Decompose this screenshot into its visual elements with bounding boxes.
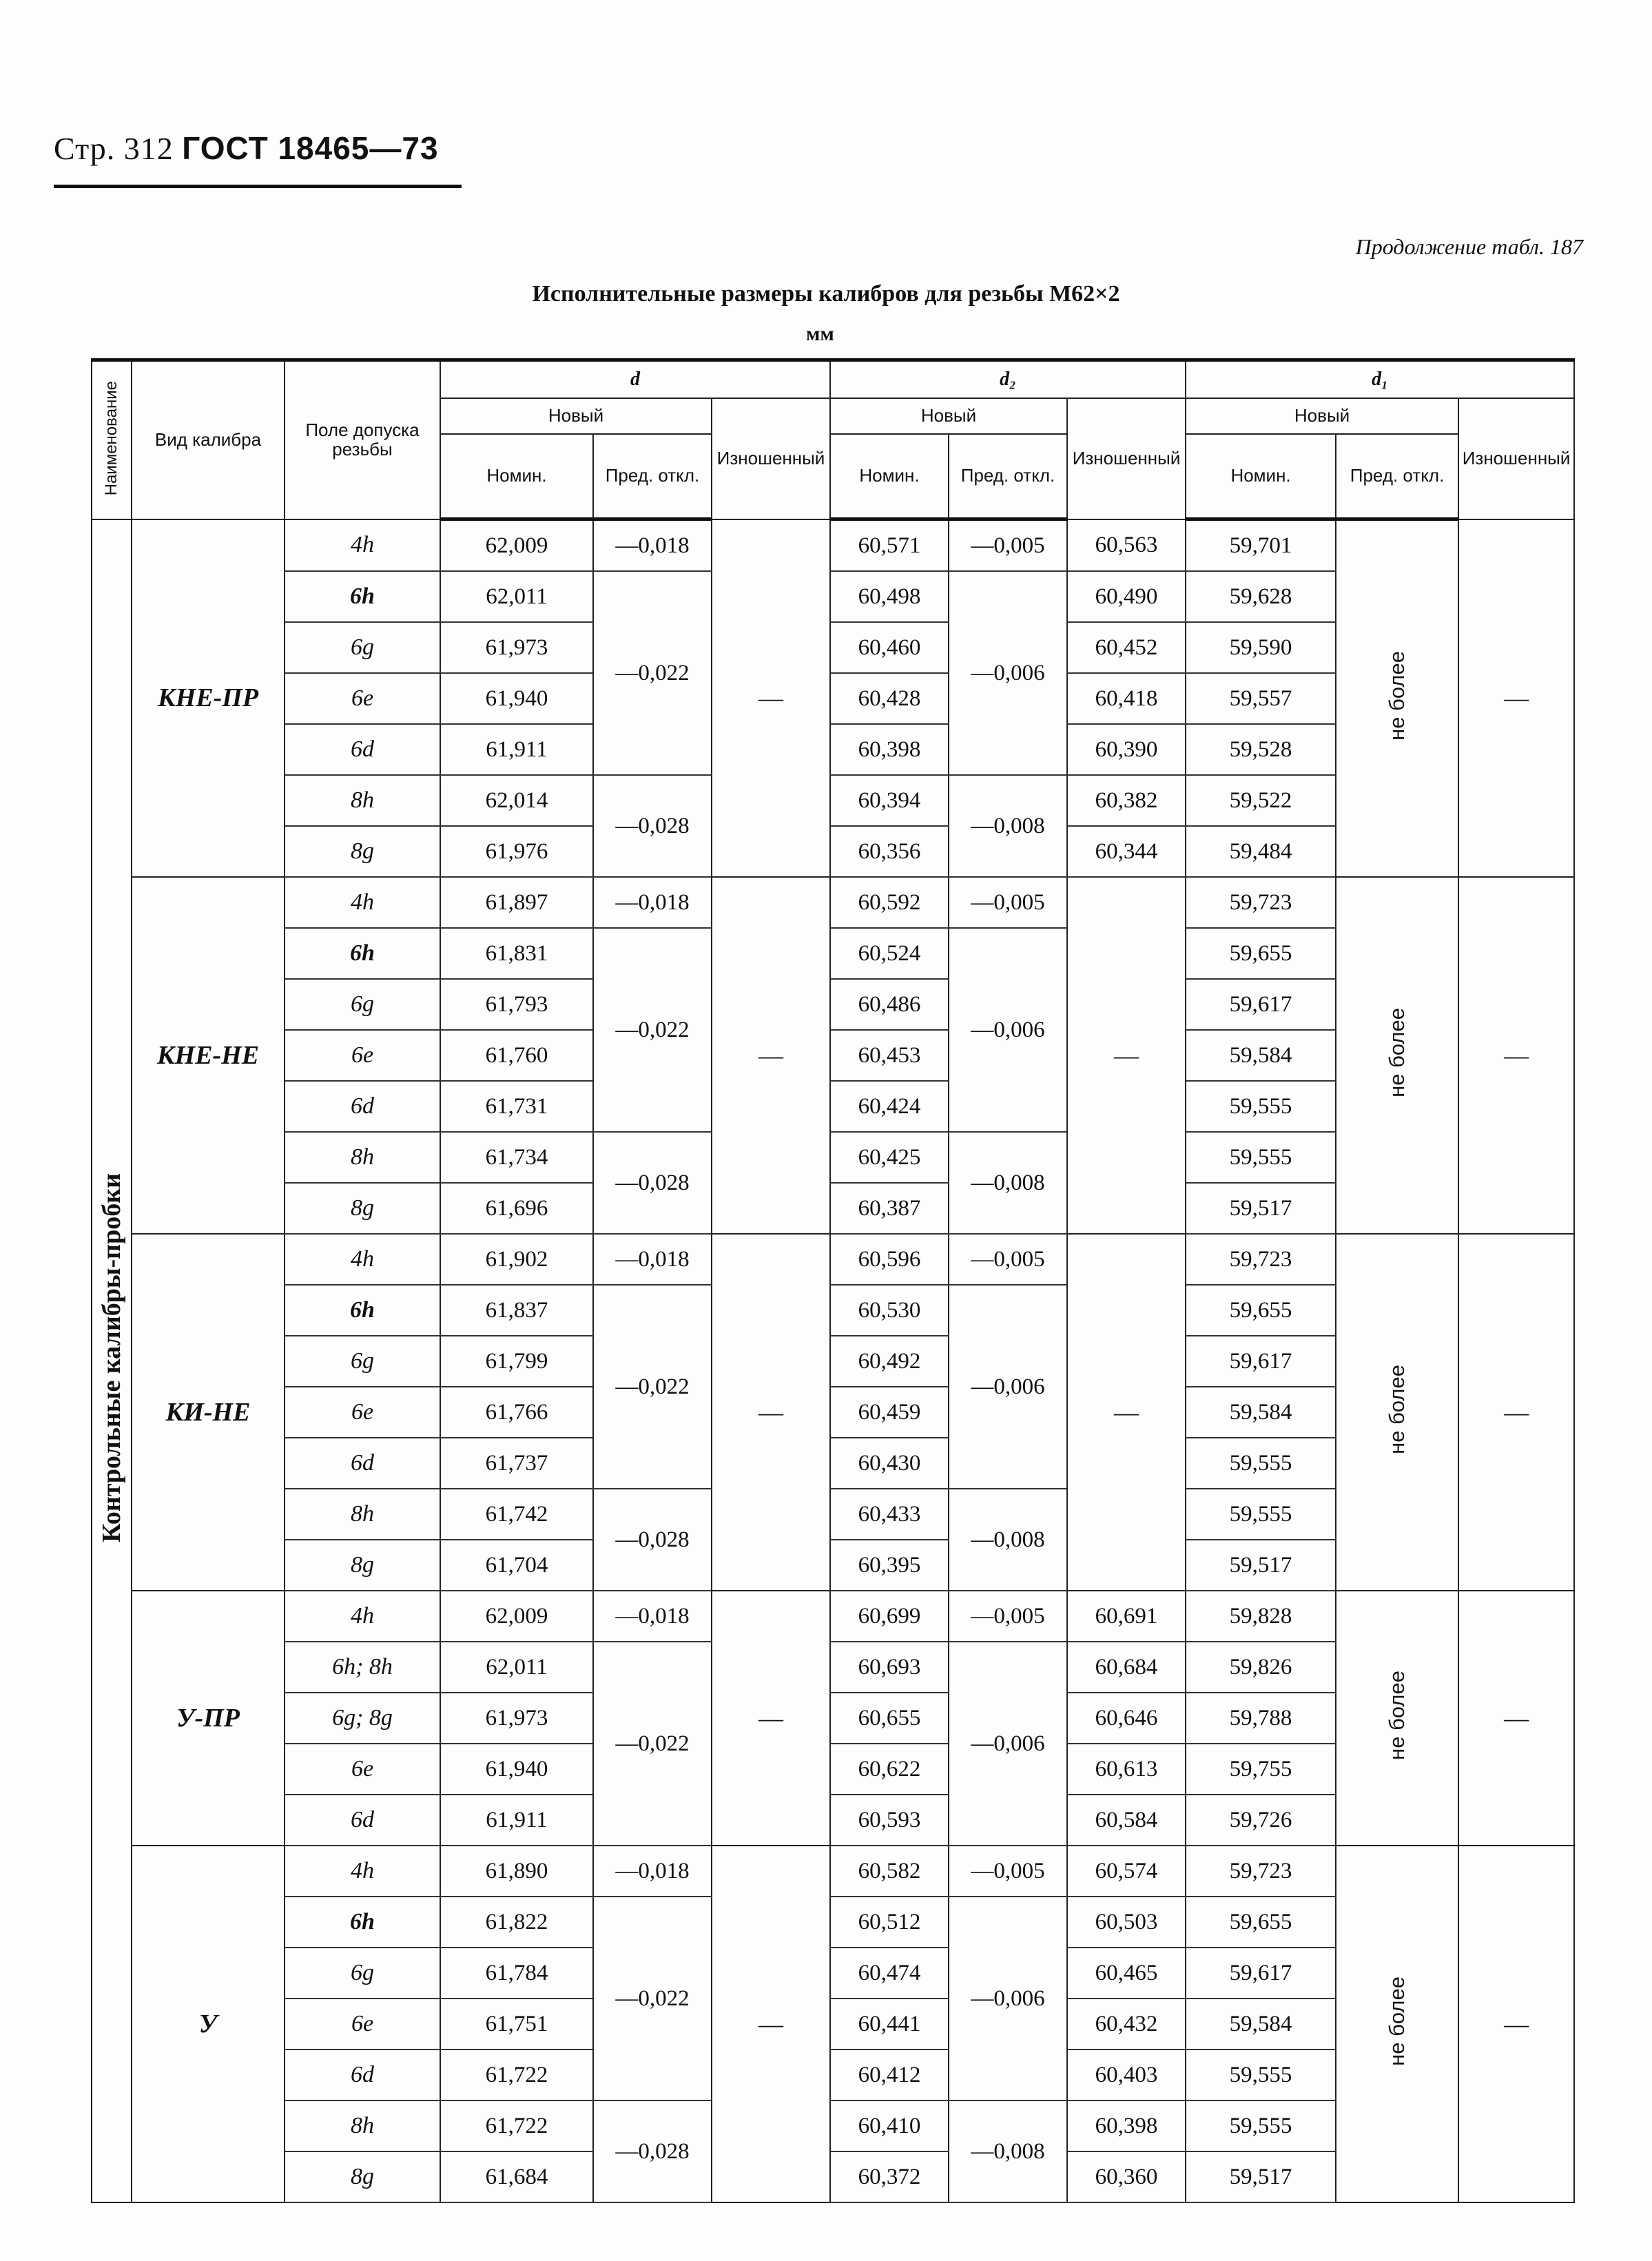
- gauge-kind: У: [132, 1846, 285, 2202]
- tolerance-field: 6d: [285, 1438, 440, 1489]
- d1-nominal: 59,617: [1186, 1336, 1336, 1387]
- header-name: Наименование: [92, 360, 132, 519]
- d-nominal: 61,766: [440, 1387, 593, 1438]
- d-nominal: 61,722: [440, 2100, 593, 2151]
- header-rule: [54, 185, 462, 188]
- d1-worn: —: [1458, 519, 1574, 878]
- d-nominal: 61,911: [440, 724, 593, 775]
- d2-deviation: —0,006: [949, 1897, 1067, 2100]
- d1-nominal: 59,517: [1186, 2151, 1336, 2202]
- d1-worn: —: [1458, 877, 1574, 1234]
- d-nominal: 61,831: [440, 928, 593, 979]
- d-nominal: 62,011: [440, 571, 593, 622]
- d2-deviation: —0,008: [949, 775, 1067, 877]
- d-nominal: 61,793: [440, 979, 593, 1030]
- header-d2-new: Новый: [830, 398, 1067, 434]
- d1-deviation-note: [1336, 1234, 1458, 1591]
- d1-worn: —: [1458, 1846, 1574, 2202]
- d-deviation: —0,018: [593, 877, 712, 928]
- not-more-note: не более: [1385, 650, 1410, 741]
- tolerance-field: 6g: [285, 1948, 440, 1999]
- gauge-kind: КНЕ-НЕ: [132, 877, 285, 1234]
- table-row: [92, 1234, 1574, 1285]
- d-deviation: —0,022: [593, 1642, 712, 1846]
- d1-nominal: 59,584: [1186, 1999, 1336, 2050]
- d2-worn: 60,344: [1067, 826, 1186, 877]
- d2-nominal: 60,424: [830, 1081, 949, 1132]
- d-nominal: 61,973: [440, 622, 593, 673]
- d2-nominal: 60,453: [830, 1030, 949, 1081]
- d-deviation: —0,028: [593, 1132, 712, 1234]
- d2-worn: 60,465: [1067, 1948, 1186, 1999]
- d2-deviation: —0,006: [949, 571, 1067, 775]
- page-number: Стр. 312: [54, 131, 174, 166]
- gauge-kind: КНЕ-ПР: [132, 519, 285, 878]
- d1-worn: —: [1458, 1234, 1574, 1591]
- tolerance-field: 6e: [285, 1999, 440, 2050]
- d2-worn: 60,563: [1067, 519, 1186, 572]
- d2-worn: 60,403: [1067, 2050, 1186, 2100]
- d-nominal: 61,734: [440, 1132, 593, 1183]
- d2-worn: 60,574: [1067, 1846, 1186, 1897]
- d-worn: —: [712, 519, 830, 878]
- d-nominal: 61,742: [440, 1489, 593, 1540]
- d-deviation: —0,028: [593, 775, 712, 877]
- d1-nominal: 59,828: [1186, 1591, 1336, 1642]
- tolerance-field: 4h: [285, 1591, 440, 1642]
- header-d1: d₁: [1186, 360, 1574, 399]
- d2-deviation: —0,008: [949, 1132, 1067, 1234]
- d-nominal: 61,784: [440, 1948, 593, 1999]
- d1-deviation-note: [1336, 877, 1458, 1234]
- header-d2-worn: Изношенный: [1067, 398, 1186, 519]
- header-d-nominal: Номин.: [440, 434, 593, 519]
- d2-worn: —: [1067, 1234, 1186, 1591]
- d2-nominal: 60,460: [830, 622, 949, 673]
- d-nominal: 61,822: [440, 1897, 593, 1948]
- d2-worn: 60,684: [1067, 1642, 1186, 1693]
- d2-nominal: 60,571: [830, 519, 949, 572]
- header-tolerance-field: Поле допуска резьбы: [285, 360, 440, 519]
- d1-nominal: 59,788: [1186, 1693, 1336, 1744]
- d-deviation: —0,022: [593, 1897, 712, 2100]
- d2-nominal: 60,425: [830, 1132, 949, 1183]
- d-nominal: 61,737: [440, 1438, 593, 1489]
- table-title: Исполнительные размеры калибров для резьбы М62×2: [532, 281, 1120, 307]
- d2-nominal: 60,356: [830, 826, 949, 877]
- d1-nominal: 59,755: [1186, 1744, 1336, 1795]
- d2-worn: 60,390: [1067, 724, 1186, 775]
- d1-nominal: 59,555: [1186, 2100, 1336, 2151]
- d-nominal: 62,011: [440, 1642, 593, 1693]
- d-nominal: 61,799: [440, 1336, 593, 1387]
- d1-nominal: 59,655: [1186, 1285, 1336, 1336]
- d1-nominal: 59,655: [1186, 1897, 1336, 1948]
- d2-deviation: —0,005: [949, 1591, 1067, 1642]
- d2-nominal: 60,622: [830, 1744, 949, 1795]
- header-d: d: [440, 360, 830, 399]
- table-continuation-note: Продолжение табл. 187: [1355, 234, 1583, 259]
- gauge-dimensions-table: [91, 358, 1575, 2203]
- header-d2-nominal: Номин.: [830, 434, 949, 519]
- tolerance-field: 8g: [285, 826, 440, 877]
- d-worn: —: [712, 877, 830, 1234]
- header-d-new: Новый: [440, 398, 712, 434]
- tolerance-field: 6d: [285, 2050, 440, 2100]
- d2-nominal: 60,596: [830, 1234, 949, 1285]
- d2-worn: 60,398: [1067, 2100, 1186, 2151]
- d2-deviation: —0,006: [949, 1642, 1067, 1846]
- d-nominal: 61,902: [440, 1234, 593, 1285]
- d-worn: —: [712, 1846, 830, 2202]
- not-more-note: не более: [1385, 1007, 1410, 1097]
- d2-nominal: 60,592: [830, 877, 949, 928]
- tolerance-field: 8g: [285, 1183, 440, 1234]
- header-d-worn: Изношенный: [712, 398, 830, 519]
- d2-deviation: —0,008: [949, 2100, 1067, 2202]
- not-more-note: не более: [1385, 1670, 1410, 1760]
- header-kind: Вид калибра: [132, 360, 285, 519]
- d2-worn: 60,584: [1067, 1795, 1186, 1846]
- d2-nominal: 60,498: [830, 571, 949, 622]
- header-d2: d₂: [830, 360, 1186, 399]
- d-nominal: 61,976: [440, 826, 593, 877]
- page-header: [54, 130, 439, 167]
- tolerance-field: 6g: [285, 1336, 440, 1387]
- d-nominal: 61,722: [440, 2050, 593, 2100]
- tolerance-field: 6e: [285, 1387, 440, 1438]
- d-nominal: 62,014: [440, 775, 593, 826]
- d-deviation: —0,022: [593, 571, 712, 775]
- group-name: Контрольные калибры-пробки: [97, 1173, 126, 1542]
- table-row: [92, 1591, 1574, 1642]
- d1-deviation-note: [1336, 519, 1458, 878]
- tolerance-field: 6d: [285, 1081, 440, 1132]
- d2-nominal: 60,699: [830, 1591, 949, 1642]
- tolerance-field: 6h: [285, 1285, 440, 1336]
- table-row: [92, 877, 1574, 928]
- group-name-cell: [92, 519, 132, 2203]
- d-nominal: 62,009: [440, 519, 593, 572]
- d-nominal: 61,911: [440, 1795, 593, 1846]
- d1-nominal: 59,584: [1186, 1030, 1336, 1081]
- d-nominal: 62,009: [440, 1591, 593, 1642]
- tolerance-field: 6h; 8h: [285, 1642, 440, 1693]
- tolerance-field: 6g: [285, 979, 440, 1030]
- d-worn: —: [712, 1591, 830, 1846]
- d2-worn: 60,503: [1067, 1897, 1186, 1948]
- d1-nominal: 59,584: [1186, 1387, 1336, 1438]
- d1-nominal: 59,628: [1186, 571, 1336, 622]
- d-nominal: 61,837: [440, 1285, 593, 1336]
- d-deviation: —0,028: [593, 2100, 712, 2202]
- d-deviation: —0,018: [593, 1591, 712, 1642]
- not-more-note: не более: [1385, 1364, 1410, 1454]
- table-header: [92, 360, 1574, 519]
- tolerance-field: 4h: [285, 519, 440, 572]
- d-nominal: 61,940: [440, 1744, 593, 1795]
- d2-worn: 60,382: [1067, 775, 1186, 826]
- d-nominal: 61,751: [440, 1999, 593, 2050]
- d1-nominal: 59,701: [1186, 519, 1336, 572]
- d-deviation: —0,028: [593, 1489, 712, 1591]
- d-deviation: —0,022: [593, 928, 712, 1132]
- d2-nominal: 60,410: [830, 2100, 949, 2151]
- tolerance-field: 6h: [285, 928, 440, 979]
- table-row: [92, 1846, 1574, 1897]
- d2-worn: 60,646: [1067, 1693, 1186, 1744]
- d1-nominal: 59,555: [1186, 2050, 1336, 2100]
- header-d1-worn: Изношенный: [1458, 398, 1574, 519]
- d2-nominal: 60,474: [830, 1948, 949, 1999]
- tolerance-field: 4h: [285, 1234, 440, 1285]
- d1-nominal: 59,617: [1186, 979, 1336, 1030]
- d1-nominal: 59,557: [1186, 673, 1336, 724]
- d1-nominal: 59,723: [1186, 877, 1336, 928]
- d2-deviation: —0,005: [949, 1234, 1067, 1285]
- tolerance-field: 4h: [285, 1846, 440, 1897]
- tolerance-field: 6e: [285, 673, 440, 724]
- d1-nominal: 59,655: [1186, 928, 1336, 979]
- tolerance-field: 8g: [285, 2151, 440, 2202]
- d-nominal: 61,890: [440, 1846, 593, 1897]
- d-nominal: 61,731: [440, 1081, 593, 1132]
- d1-nominal: 59,522: [1186, 775, 1336, 826]
- d-deviation: —0,018: [593, 1234, 712, 1285]
- d1-nominal: 59,517: [1186, 1540, 1336, 1591]
- header-d1-new: Новый: [1186, 398, 1458, 434]
- d1-nominal: 59,590: [1186, 622, 1336, 673]
- d2-worn: 60,691: [1067, 1591, 1186, 1642]
- d1-nominal: 59,555: [1186, 1489, 1336, 1540]
- tolerance-field: 8g: [285, 1540, 440, 1591]
- tolerance-field: 6e: [285, 1030, 440, 1081]
- d2-nominal: 60,693: [830, 1642, 949, 1693]
- d2-worn: 60,432: [1067, 1999, 1186, 2050]
- d1-nominal: 59,826: [1186, 1642, 1336, 1693]
- tolerance-field: 6d: [285, 1795, 440, 1846]
- d-nominal: 61,684: [440, 2151, 593, 2202]
- d2-nominal: 60,441: [830, 1999, 949, 2050]
- d2-worn: 60,418: [1067, 673, 1186, 724]
- d2-worn: 60,452: [1067, 622, 1186, 673]
- d1-nominal: 59,528: [1186, 724, 1336, 775]
- header-d-deviation: Пред. откл.: [593, 434, 712, 519]
- d2-worn: 60,613: [1067, 1744, 1186, 1795]
- d2-nominal: 60,394: [830, 775, 949, 826]
- d2-nominal: 60,530: [830, 1285, 949, 1336]
- gauge-kind: КИ-НЕ: [132, 1234, 285, 1591]
- d1-nominal: 59,617: [1186, 1948, 1336, 1999]
- tolerance-field: 6h: [285, 1897, 440, 1948]
- d2-nominal: 60,459: [830, 1387, 949, 1438]
- d-nominal: 61,704: [440, 1540, 593, 1591]
- d1-nominal: 59,517: [1186, 1183, 1336, 1234]
- tolerance-field: 6h: [285, 571, 440, 622]
- d-nominal: 61,940: [440, 673, 593, 724]
- d2-deviation: —0,006: [949, 1285, 1067, 1489]
- tolerance-field: 8h: [285, 2100, 440, 2151]
- d-nominal: 61,760: [440, 1030, 593, 1081]
- units-label: мм: [806, 322, 834, 345]
- d1-nominal: 59,484: [1186, 826, 1336, 877]
- d1-worn: —: [1458, 1591, 1574, 1846]
- d1-nominal: 59,726: [1186, 1795, 1336, 1846]
- d2-nominal: 60,433: [830, 1489, 949, 1540]
- d1-deviation-note: [1336, 1846, 1458, 2202]
- d1-nominal: 59,723: [1186, 1234, 1336, 1285]
- d2-nominal: 60,593: [830, 1795, 949, 1846]
- d2-nominal: 60,582: [830, 1846, 949, 1897]
- d2-deviation: —0,005: [949, 1846, 1067, 1897]
- d2-nominal: 60,387: [830, 1183, 949, 1234]
- d2-nominal: 60,492: [830, 1336, 949, 1387]
- tolerance-field: 8h: [285, 1132, 440, 1183]
- standard-number: ГОСТ 18465—73: [182, 130, 439, 166]
- tolerance-field: 8h: [285, 775, 440, 826]
- d2-nominal: 60,428: [830, 673, 949, 724]
- d1-deviation-note: [1336, 1591, 1458, 1846]
- gauge-kind: У-ПР: [132, 1591, 285, 1846]
- tolerance-field: 8h: [285, 1489, 440, 1540]
- tolerance-field: 6d: [285, 724, 440, 775]
- tolerance-field: 4h: [285, 877, 440, 928]
- d2-deviation: —0,008: [949, 1489, 1067, 1591]
- d-nominal: 61,973: [440, 1693, 593, 1744]
- d2-nominal: 60,512: [830, 1897, 949, 1948]
- d2-nominal: 60,524: [830, 928, 949, 979]
- d2-deviation: —0,006: [949, 928, 1067, 1132]
- d-deviation: —0,022: [593, 1285, 712, 1489]
- d2-worn: 60,360: [1067, 2151, 1186, 2202]
- header-d1-nominal: Номин.: [1186, 434, 1336, 519]
- d2-nominal: 60,398: [830, 724, 949, 775]
- d1-nominal: 59,555: [1186, 1132, 1336, 1183]
- d2-deviation: —0,005: [949, 877, 1067, 928]
- d2-nominal: 60,412: [830, 2050, 949, 2100]
- table-row: [92, 519, 1574, 572]
- not-more-note: не более: [1385, 1976, 1410, 2066]
- d-nominal: 61,696: [440, 1183, 593, 1234]
- d1-nominal: 59,555: [1186, 1081, 1336, 1132]
- d2-worn: —: [1067, 877, 1186, 1234]
- d2-worn: 60,490: [1067, 571, 1186, 622]
- d2-nominal: 60,395: [830, 1540, 949, 1591]
- d1-nominal: 59,555: [1186, 1438, 1336, 1489]
- header-d1-deviation: Пред. откл.: [1336, 434, 1458, 519]
- d2-nominal: 60,486: [830, 979, 949, 1030]
- table-body: [92, 519, 1574, 2203]
- d2-deviation: —0,005: [949, 519, 1067, 572]
- d2-nominal: 60,372: [830, 2151, 949, 2202]
- d-nominal: 61,897: [440, 877, 593, 928]
- d-worn: —: [712, 1234, 830, 1591]
- d2-nominal: 60,655: [830, 1693, 949, 1744]
- d-deviation: —0,018: [593, 519, 712, 572]
- tolerance-field: 6g; 8g: [285, 1693, 440, 1744]
- d2-nominal: 60,430: [830, 1438, 949, 1489]
- tolerance-field: 6g: [285, 622, 440, 673]
- tolerance-field: 6e: [285, 1744, 440, 1795]
- d-deviation: —0,018: [593, 1846, 712, 1897]
- header-d2-deviation: Пред. откл.: [949, 434, 1067, 519]
- d1-nominal: 59,723: [1186, 1846, 1336, 1897]
